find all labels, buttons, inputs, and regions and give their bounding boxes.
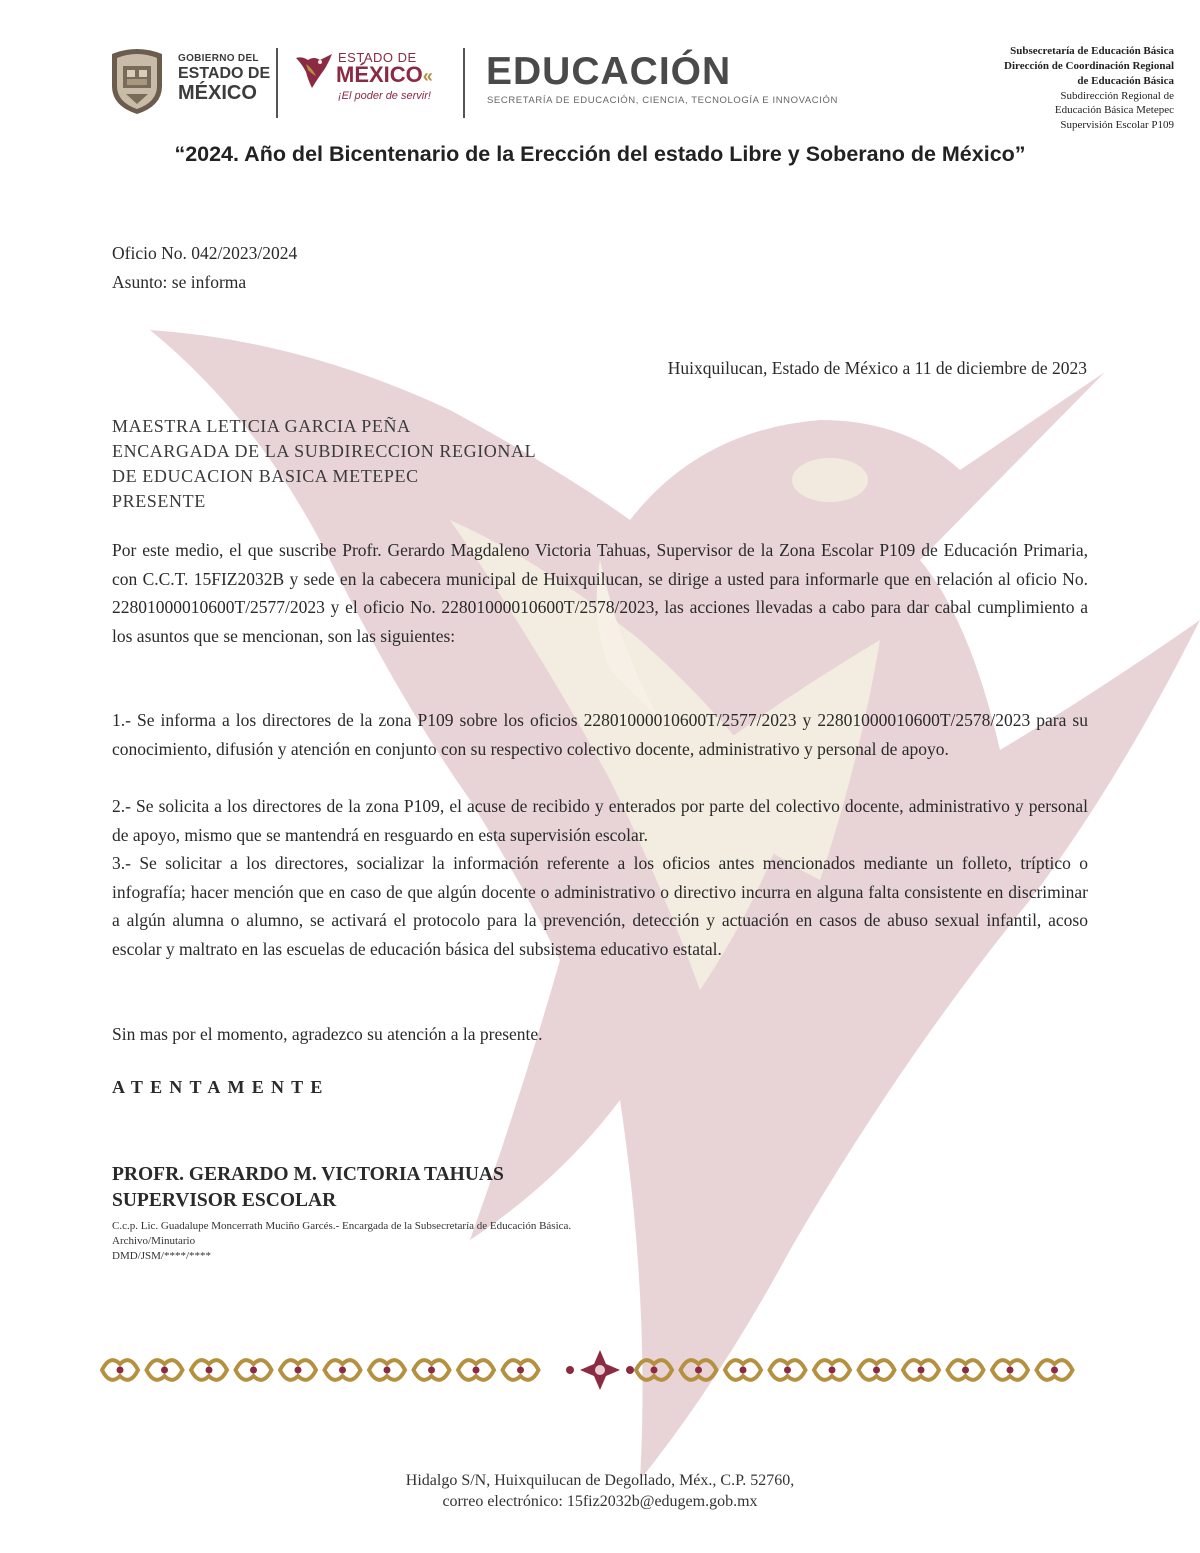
- edomex-line1: ESTADO DE: [338, 50, 417, 65]
- ornament-unit: [636, 1360, 672, 1380]
- year-motto: “2024. Año del Bicentenario de la Erección del estado Libre y Soberano de México”: [174, 142, 1026, 166]
- ornament-unit: [725, 1360, 761, 1380]
- estado-de-mexico-logo: [294, 44, 454, 110]
- gobierno-line3: MÉXICO: [178, 82, 257, 104]
- dependency-line: Subsecretaría de Educación Básica: [1010, 45, 1174, 57]
- hummingbird-logo-icon: [294, 48, 334, 92]
- asunto: Asunto: se informa: [112, 272, 247, 292]
- action-item-1: 1.- Se informa a los directores de la zona P109 sobre los oficios 22801000010600T/2577/2023 y 22801000010600T/2578/2023 para su conocimiento, difusión y atención en conjunto con su respectivo colectivo docente, administrativo y personal de apoyo.: [112, 710, 1088, 759]
- dependency-line: de Educación Básica: [1077, 74, 1174, 87]
- recipient-line: PRESENTE: [112, 491, 206, 511]
- ornament-unit: [280, 1360, 316, 1380]
- signer-title: SUPERVISOR ESCOLAR: [112, 1190, 337, 1211]
- ornament-unit: [503, 1360, 539, 1380]
- edomex-name: MÉXICO: [336, 62, 423, 87]
- dependency-line: Subdirección Regional de: [1060, 89, 1174, 102]
- ccp-line: C.c.p. Lic. Guadalupe Moncerrath Muciño Garcés.- Encargada de la Subsecretaría de Educación Básica.: [112, 1220, 572, 1232]
- ornament-unit: [903, 1360, 939, 1380]
- edomex-line2: [336, 62, 433, 88]
- educacion-subtitle: SECRETARÍA DE EDUCACIÓN, CIENCIA, TECNOLOGÍA E INNOVACIÓN: [487, 95, 838, 106]
- recipient-line: DE EDUCACION BASICA METEPEC: [112, 466, 419, 486]
- edomex-tagline: ¡El poder de servir!: [338, 90, 431, 102]
- ornament-unit: [859, 1360, 895, 1380]
- ornament-unit: [681, 1360, 717, 1380]
- ornament-unit: [325, 1360, 361, 1380]
- ornament-unit: [814, 1360, 850, 1380]
- ornamental-border-icon: [100, 1346, 1100, 1394]
- footer: [0, 1470, 1200, 1512]
- state-coat-of-arms-icon: [106, 46, 168, 116]
- header-divider-2: [463, 48, 465, 118]
- ornament-unit: [147, 1360, 183, 1380]
- ornament-unit: [948, 1360, 984, 1380]
- ornament-unit: [102, 1360, 138, 1380]
- atentamente: ATENTAMENTE: [112, 1077, 330, 1097]
- oficio-number: Oficio No. 042/2023/2024: [112, 243, 298, 263]
- ornament-unit: [369, 1360, 405, 1380]
- educacion-title: EDUCACIÓN: [486, 50, 732, 93]
- recipient-block: [112, 414, 536, 514]
- ornament-unit: [992, 1360, 1028, 1380]
- chevron-ornament-icon: «: [422, 66, 433, 86]
- ornament-unit: [414, 1360, 450, 1380]
- dependency-header: [1004, 44, 1174, 133]
- ornament-unit: [236, 1360, 272, 1380]
- ccp-line: Archivo/Minutario: [112, 1235, 196, 1247]
- ornament-unit: [1037, 1360, 1073, 1380]
- ornament-unit: [770, 1360, 806, 1380]
- action-item-3: 3.- Se solicitar a los directores, socializar la información referente a los oficios antes mencionados mediante un folleto, tríptico o infografía; hacer mención que en caso de que algún docente o administrativo o directivo incurra en alguna falta consistente en discriminar a algún alumna o alumno, se activará el protocolo para la prevención, detección y actuación en casos de abuso sexual infantil, acoso escolar y maltrato en las escuelas de educación básica del subsistema educativo estatal.: [112, 853, 1088, 960]
- action-item-2: 2.- Se solicita a los directores de la zona P109, el acuse de recibido y enterados por parte del colectivo docente, administrativo y personal de apoyo, mismo que se mantendrá en resguardo en esta supervisión escolar.: [112, 796, 1088, 845]
- dependency-line: Supervisión Escolar P109: [1060, 119, 1174, 132]
- signature-block: [112, 1162, 504, 1214]
- ornament-unit: [458, 1360, 494, 1380]
- dependency-line: Educación Básica Metepec: [1054, 104, 1174, 117]
- place-date: Huixquilucan, Estado de México a 11 de diciembre de 2023: [667, 358, 1087, 378]
- signer-name: PROFR. GERARDO M. VICTORIA TAHUAS: [112, 1164, 504, 1185]
- recipient-line: MAESTRA LETICIA GARCIA PEÑA: [112, 416, 411, 436]
- ccp-line: DMD/JSM/****/****: [112, 1250, 212, 1262]
- gobierno-line1: GOBIERNO DEL: [178, 53, 259, 64]
- intro-paragraph: Por este medio, el que suscribe Profr. Gerardo Magdaleno Victoria Tahuas, Supervisor de la Zona Escolar P109 de Educación Primaria, con C.C.T. 15FIZ2032B y sede en la cabecera municipal de Huixquilucan, se dirige a usted para informarle que en relación al oficio No. 22801000010600T/2577/2023 y el oficio No. 22801000010600T/2578/2023, las acciones llevadas a cabo para dar cabal cumplimiento a los asuntos que se mencionan, son las siguientes:: [112, 540, 1088, 647]
- gobierno-logo-text: [178, 54, 270, 103]
- ccp-block: [112, 1219, 571, 1264]
- footer-email: correo electrónico: 15fiz2032b@edugem.gob.mx: [442, 1493, 758, 1510]
- gobierno-line2: ESTADO DE: [178, 65, 271, 82]
- recipient-line: ENCARGADA DE LA SUBDIRECCION REGIONAL: [112, 441, 537, 461]
- ornament-unit: [191, 1360, 227, 1380]
- dependency-line: Dirección de Coordinación Regional: [1004, 59, 1174, 72]
- gobierno-estado-mexico-logo: [106, 44, 276, 120]
- footer-address: Hidalgo S/N, Huixquilucan de Degollado, Méx., C.P. 52760,: [405, 1472, 795, 1489]
- closing-line: Sin mas por el momento, agradezco su atención a la presente.: [112, 1024, 543, 1044]
- header-divider: [276, 48, 278, 118]
